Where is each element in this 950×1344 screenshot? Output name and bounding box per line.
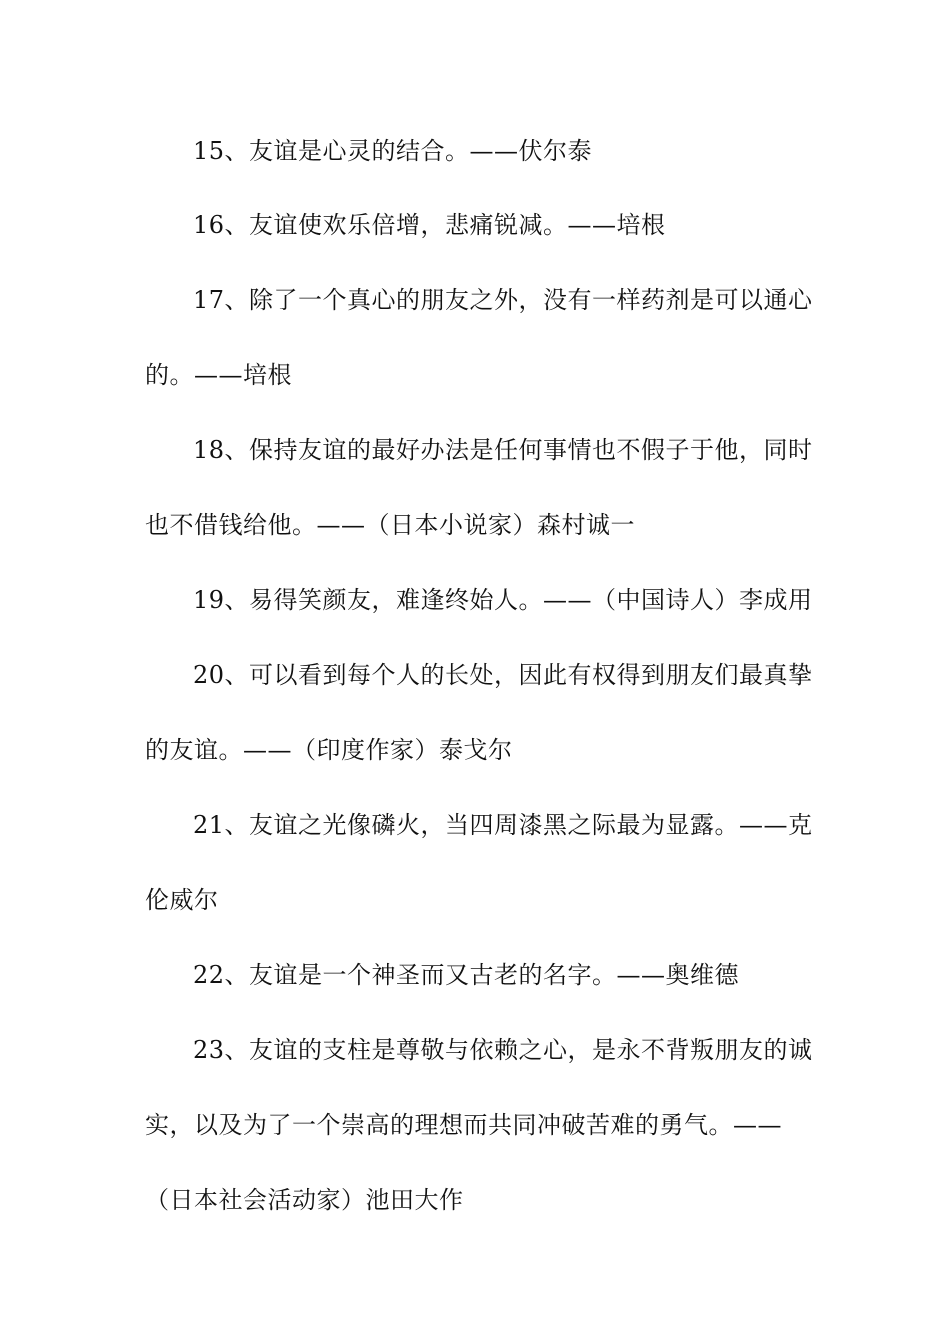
quote-16: 16、友谊使欢乐倍增，悲痛锐减。——培根 bbox=[193, 211, 666, 239]
quote-21-line-2: 伦威尔 bbox=[145, 886, 219, 914]
quote-18-line-1: 18、保持友谊的最好办法是任何事情也不假子于他，同时 bbox=[193, 436, 813, 464]
quote-20-line-1: 20、可以看到每个人的长处，因此有权得到朋友们最真挚 bbox=[193, 661, 813, 689]
quote-17-line-1: 17、除了一个真心的朋友之外，没有一样药剂是可以通心 bbox=[193, 286, 813, 314]
quote-20-line-2: 的友谊。——（印度作家）泰戈尔 bbox=[145, 736, 513, 764]
quote-15: 15、友谊是心灵的结合。——伏尔泰 bbox=[193, 137, 593, 165]
quote-23-line-1: 23、友谊的支柱是尊敬与依赖之心，是永不背叛朋友的诚 bbox=[193, 1036, 813, 1064]
quote-23-line-2: 实，以及为了一个崇高的理想而共同冲破苦难的勇气。—— bbox=[145, 1111, 782, 1139]
quote-17-line-2: 的。——培根 bbox=[145, 361, 292, 389]
quote-22: 22、友谊是一个神圣而又古老的名字。——奥维德 bbox=[193, 961, 740, 989]
quote-19: 19、易得笑颜友，难逢终始人。——（中国诗人）李成用 bbox=[193, 586, 813, 614]
quote-21-line-1: 21、友谊之光像磷火，当四周漆黑之际最为显露。——克 bbox=[193, 811, 813, 839]
quote-23-line-3: （日本社会活动家）池田大作 bbox=[145, 1186, 464, 1214]
quote-18-line-2: 也不借钱给他。——（日本小说家）森村诚一 bbox=[145, 511, 635, 539]
